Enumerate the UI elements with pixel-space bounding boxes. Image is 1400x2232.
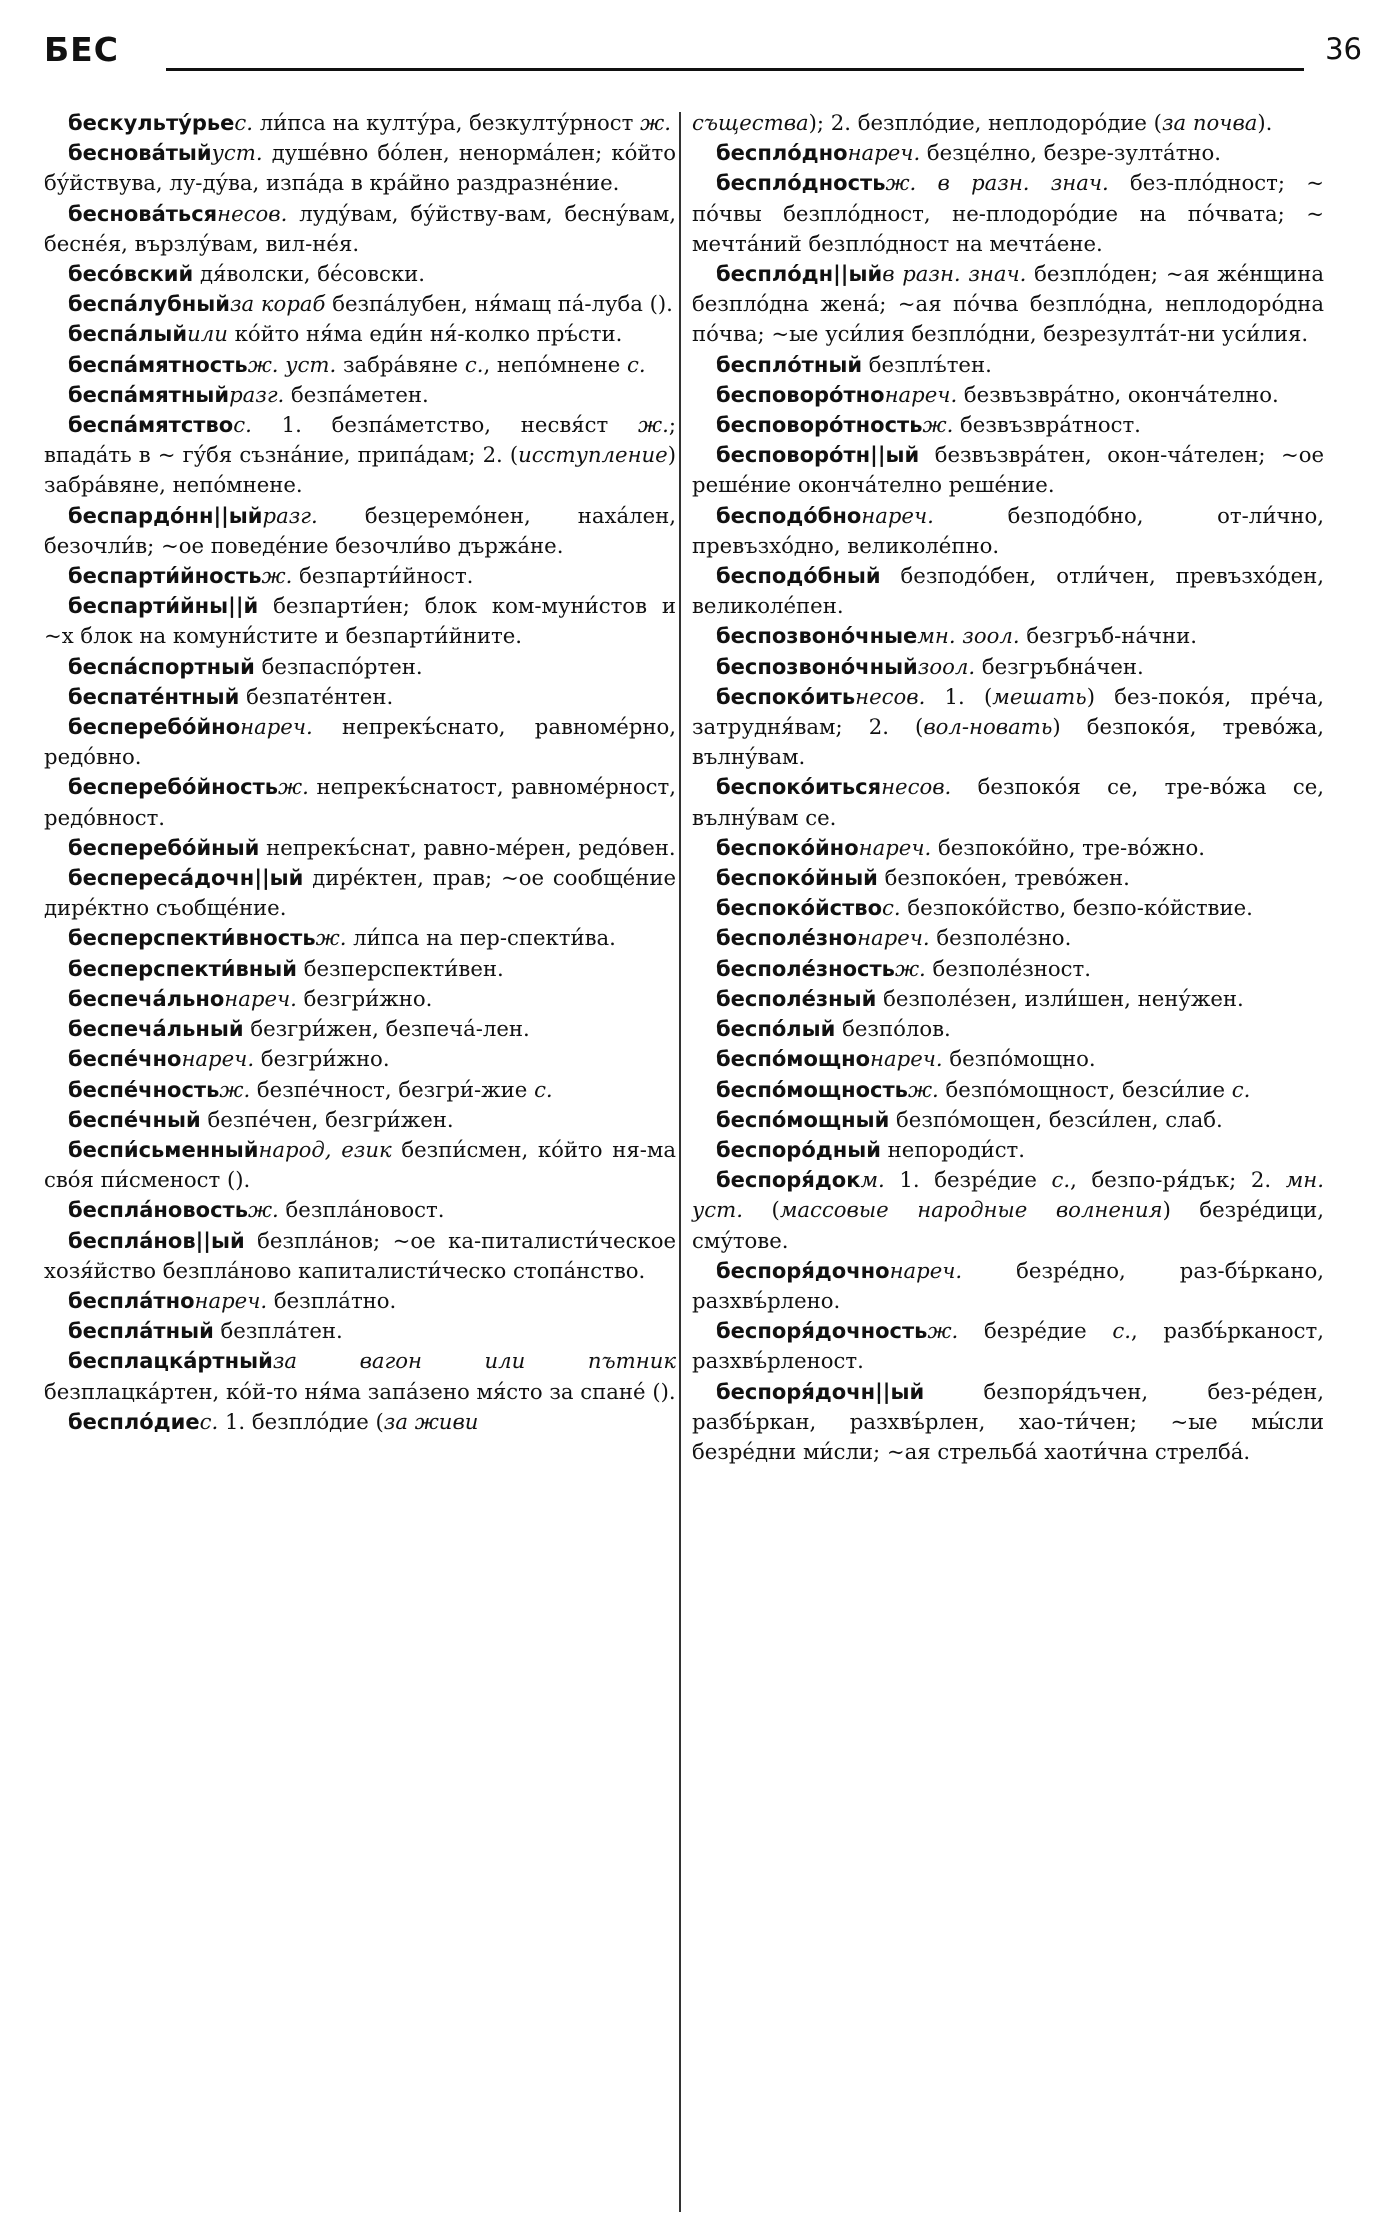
grammar-label: нареч.: [889, 1257, 963, 1283]
entry-text: , разбъ́рканост, разхвъ́рленост.: [692, 1318, 1324, 1374]
entry-headword: бесподо́бный: [716, 564, 881, 589]
grammar-label: м.: [860, 1167, 885, 1193]
entry-text: безпе́чен, безгри́жен.: [200, 1106, 454, 1132]
grammar-label: ж.: [927, 1318, 959, 1344]
entry-headword: бесновáтый: [68, 141, 212, 166]
grammar-label: нареч.: [224, 985, 297, 1011]
grammar-label: с.: [234, 110, 253, 135]
entry-text: безпатéнтен.: [239, 683, 394, 709]
grammar-label: за кораб: [229, 291, 326, 317]
entry-text: безцеремо́нен, нахáлен, безочли́в; ~ое поведе́ние безочли́во държáне.: [44, 502, 676, 558]
dictionary-entry: [44, 410, 676, 501]
entry-headword: бесперспекти́вный: [68, 956, 297, 981]
page-number: 36: [1325, 32, 1362, 66]
right-column: [692, 108, 1324, 1467]
entry-headword: бесперебо́йный: [68, 835, 260, 860]
entry-text: безплáнов; ~ое ка-питалисти́ческое хозя́йство безплáново капиталисти́ческо стопáнство.: [44, 1227, 676, 1283]
entry-text: безплáновост.: [278, 1197, 445, 1223]
entry-headword: беспло́дн||ый: [716, 262, 883, 287]
grammar-label: народ, език: [258, 1136, 392, 1162]
dictionary-entry: [44, 1014, 676, 1044]
entry-headword: беспарти́йны||й: [68, 594, 259, 619]
entry-text: ) безпоко́я, трево́жа, вълну́вам.: [692, 714, 1324, 770]
entry-text: луду́вам, бу́йству-вам, бесну́вам, беснéя, вързлу́вам, вил-не́я.: [44, 200, 676, 256]
dictionary-entry: [44, 984, 676, 1014]
grammar-label: нареч.: [858, 834, 932, 860]
entry-text: безгри́жно.: [296, 985, 433, 1011]
entry-headword: беспозвоно́чные: [716, 624, 918, 649]
grammar-label: нареч.: [884, 381, 958, 407]
entry-text: ; впадáть в ~ гу́бя съзнáние, припáдам; 2. (: [44, 412, 676, 468]
grammar-label: нареч.: [861, 502, 934, 528]
page-header: [44, 30, 1362, 78]
entry-text: непороди́ст.: [880, 1136, 1026, 1162]
grammar-label: с.: [1231, 1076, 1251, 1102]
dictionary-entry: [692, 410, 1324, 440]
entry-text: непрекъ́снат, равно-ме́рен, редо́вен.: [259, 834, 676, 860]
dictionary-entry: [44, 1407, 676, 1437]
entry-headword: беспло́дие: [68, 1409, 200, 1434]
dictionary-entry: [44, 199, 676, 259]
entry-text: ).: [660, 1378, 676, 1404]
dictionary-entry: [692, 682, 1324, 773]
entry-headword: беспе́чный: [68, 1107, 201, 1132]
grammar-label: с.: [199, 1408, 219, 1434]
entry-text: безпоко́йно, тре-во́жно.: [931, 834, 1205, 860]
grammar-label: ж.: [907, 1076, 939, 1102]
dictionary-entry: [44, 1316, 676, 1346]
entry-text: безгръб-нáчни.: [1019, 623, 1197, 649]
entry-headword: беспозвоно́чный: [716, 654, 918, 679]
grammar-label: исступление: [518, 442, 668, 468]
entry-text: безпоко́я се, тре-во́жа се, вълну́вам се.: [692, 774, 1324, 830]
dictionary-entry: [692, 1014, 1324, 1044]
grammar-label: ж.: [247, 1197, 279, 1223]
entry-text: дя́волски, бе́совски.: [193, 261, 426, 287]
entry-headword: беспарти́йность: [68, 564, 262, 589]
grammar-label: зоол.: [917, 653, 976, 679]
entry-headword: бесплáновость: [68, 1198, 248, 1223]
grammar-label: ж.: [922, 412, 954, 438]
dictionary-entry: [44, 138, 676, 198]
entry-headword: бесновáться: [68, 201, 218, 226]
dictionary-entry: [44, 319, 676, 349]
grammar-label: ж.: [219, 1076, 251, 1102]
dictionary-entry: [44, 1346, 676, 1406]
dictionary-entry: [44, 833, 676, 863]
entry-text: безвъзврáтно, окончáтелно.: [957, 381, 1279, 407]
entry-headword: беспáмятность: [68, 352, 248, 377]
grammar-label: вол-новать: [923, 714, 1053, 740]
dictionary-entry: [692, 259, 1324, 350]
entry-headword: бесплáтно: [68, 1288, 195, 1313]
entry-text: ).: [1257, 110, 1273, 135]
entry-text: 1. безре́дие: [884, 1167, 1052, 1193]
grammar-label: или: [187, 321, 228, 347]
grammar-label: ж.: [640, 110, 671, 135]
entry-text: безпо́мощен, безси́лен, слаб.: [889, 1106, 1223, 1132]
dictionary-entry: [44, 682, 676, 712]
grammar-label: за почва: [1161, 110, 1258, 135]
grammar-label: несов.: [217, 200, 288, 226]
entry-text: 1. (: [925, 683, 993, 709]
entry-text: душе́вно бо́лен, ненормáлен; ко́йто бу́йствува, лу-ду́ва, изпáда в крáйно раздразне́ние.: [44, 140, 676, 196]
dictionary-entry: [44, 591, 676, 651]
entry-headword: беспоко́ить: [716, 684, 856, 709]
entry-headword: беспáспортный: [68, 654, 255, 679]
grammar-label: ж. уст.: [247, 351, 337, 377]
entry-headword: беспоря́дочность: [716, 1319, 928, 1344]
entry-text: безпо́мощност, безси́лие: [938, 1076, 1232, 1102]
entry-headword: беспáмятный: [68, 382, 230, 407]
entry-headword: беспло́дность: [716, 171, 886, 196]
entry-headword: бесперспекти́вность: [68, 926, 316, 951]
grammar-label: нареч.: [870, 1046, 943, 1072]
dictionary-entry: [692, 984, 1324, 1014]
entry-text: безполе́зен, изли́шен, нену́жен.: [876, 985, 1244, 1011]
entry-headword: бесплáнов||ый: [68, 1228, 245, 1253]
entry-text: безгри́жен, безпечá-лен.: [243, 1016, 530, 1042]
dictionary-entry: [692, 1377, 1324, 1468]
running-headword: БЕС: [44, 30, 119, 69]
entry-text: безпáлубен, ня́мащ пá-луба (: [325, 291, 658, 317]
entry-headword: беспе́чно: [68, 1047, 182, 1072]
dictionary-entry: [692, 954, 1324, 984]
entry-text: , безпо-ря́дък; 2.: [1070, 1167, 1286, 1193]
entry-text: безвъзврáтен, окон-чáтелен; ~ое реше́ние окончáтелно реше́ние.: [692, 442, 1324, 498]
dictionary-entry: [692, 1135, 1324, 1165]
grammar-label: с.: [1051, 1167, 1071, 1193]
dictionary-entry: [692, 350, 1324, 380]
dictionary-entry: [44, 1044, 676, 1074]
entry-text: ли́пса на култу́ра, безкулту́рност: [252, 110, 641, 135]
entry-text: без-пло́дност; ~ по́чвы безпло́дност, не-плодоро́дие на по́чвата; ~ мечтáний безпло́дност на мечтáене.: [692, 170, 1324, 256]
entry-text: безгръбнáчен.: [975, 653, 1144, 679]
entry-headword: беспáлый: [68, 322, 188, 347]
entry-headword: беспло́тный: [716, 352, 863, 377]
entry-headword: беспи́сьменный: [68, 1137, 259, 1162]
grammar-label: за вагон или пътник: [272, 1348, 676, 1374]
grammar-label: с.: [534, 1076, 553, 1102]
dictionary-entry: [44, 289, 676, 319]
entry-text: безпи́смен, ко́йто ня-ма свóя пи́сменост (: [44, 1136, 676, 1193]
dictionary-entry: [692, 863, 1324, 893]
dictionary-entry: [44, 350, 676, 380]
grammar-label: мн. уст.: [692, 1167, 1324, 1223]
dictionary-entry: [44, 1195, 676, 1225]
dictionary-entry: [692, 501, 1324, 561]
dictionary-entry: [44, 380, 676, 410]
entry-text: безплъ́тен.: [862, 351, 992, 377]
grammar-label: ж.: [638, 412, 669, 438]
dictionary-entry: [44, 1105, 676, 1135]
entry-headword: бесповоро́тность: [716, 413, 923, 438]
entry-headword: бесплáтный: [68, 1319, 214, 1344]
entry-text: забрáвяне: [336, 351, 465, 377]
grammar-label: нареч.: [194, 1287, 268, 1313]
grammar-label: с.: [464, 351, 484, 377]
grammar-label: с.: [626, 351, 646, 377]
grammar-label: мн. зоол.: [917, 623, 1020, 649]
dictionary-entry: [692, 1256, 1324, 1316]
entry-text: безплáтно.: [267, 1287, 397, 1313]
grammar-label: същества: [692, 110, 809, 135]
entry-text: безпарти́ен; блок ком-муни́стов и ~х блок на комуни́стите и безпарти́йните.: [44, 593, 676, 649]
entry-text: безпоко́ен, трево́жен.: [877, 865, 1130, 891]
entry-headword: беспардо́нн||ый: [68, 503, 263, 528]
entry-headword: бесполе́зно: [716, 926, 858, 951]
entry-text: безперспекти́вен.: [296, 955, 504, 981]
entry-text: безподо́бно, от-ли́чно, превъзхо́дно, великоле́пно.: [692, 502, 1324, 558]
grammar-label: разг.: [262, 502, 318, 528]
dictionary-entry: [692, 652, 1324, 682]
dictionary-entry: [692, 893, 1324, 923]
entry-text: безпоко́йство, безпо-ко́йствие.: [900, 895, 1253, 921]
dictionary-entry: [44, 108, 676, 138]
dictionary-entry: [692, 380, 1324, 410]
entry-headword: бесподо́бно: [716, 503, 862, 528]
grammar-label: в разн. знач.: [882, 261, 1027, 287]
entry-text: безполе́зно.: [929, 925, 1072, 951]
entry-text: безре́дие: [958, 1318, 1113, 1344]
grammar-label: за живи: [383, 1408, 479, 1434]
grammar-label: несов.: [881, 774, 952, 800]
dictionary-entry: [692, 1316, 1324, 1376]
grammar-label: ж.: [894, 955, 926, 981]
entry-headword: беспересáдочн||ый: [68, 866, 304, 891]
grammar-label: с.: [882, 895, 901, 921]
dictionary-entry: [692, 1044, 1324, 1074]
entry-headword: беспоко́йно: [716, 835, 859, 860]
entry-headword: бесповоро́тн||ый: [716, 443, 920, 468]
entry-headword: беспáлубный: [68, 292, 230, 317]
entry-text: безплáтен.: [213, 1318, 343, 1344]
dictionary-entry: [44, 1226, 676, 1286]
grammar-label: уст.: [211, 140, 263, 166]
dictionary-entry: [692, 138, 1324, 168]
entry-headword: беспоро́дный: [716, 1137, 881, 1162]
dictionary-entry: [692, 1105, 1324, 1135]
entry-text: ).: [235, 1167, 251, 1193]
entry-text: непрекъ́снатост, равноме́рност, редо́вност.: [44, 774, 676, 830]
entry-text: (: [742, 1197, 780, 1223]
entry-text: безпо́лов.: [835, 1016, 951, 1042]
entry-headword: беспе́чность: [68, 1077, 220, 1102]
entry-text: ли́пса на пер-спекти́ва.: [346, 925, 616, 951]
entry-text: ) безре́дици, сму́тове.: [692, 1197, 1324, 1253]
entry-headword: беспатéнтный: [68, 684, 240, 709]
grammar-label: нареч.: [181, 1046, 255, 1072]
entry-headword: бесо́вский: [68, 262, 194, 287]
grammar-label: с.: [1112, 1318, 1131, 1344]
entry-text: безпло́ден; ~ая же́нщина безпло́дна женá; ~ая по́чва безпло́дна, неплодоро́дна по́чва; ~ые уси́лия безпло́дни, безрезултáт-ни уси́лия.: [692, 261, 1324, 347]
grammar-label: ж.: [278, 774, 309, 800]
grammar-label: с.: [233, 412, 252, 438]
grammar-label: несов.: [855, 683, 926, 709]
dictionary-entry: [692, 168, 1324, 259]
dictionary-entry: [692, 1165, 1324, 1256]
dictionary-entry: [692, 1075, 1324, 1105]
grammar-label: ж.: [315, 925, 347, 951]
entry-headword: беспоря́дочно: [716, 1258, 890, 1283]
entry-text: ко́йто ня́ма еди́н: [227, 321, 430, 347]
grammar-label: мешать: [992, 683, 1087, 709]
entry-text: безгри́жно.: [254, 1046, 390, 1072]
entry-text: безплацкáртен, ко́й-то ня́ма запáзено мя́сто за спанé (: [44, 1378, 661, 1404]
entry-text: безпáметен.: [284, 381, 429, 407]
dictionary-entry: [44, 772, 676, 832]
header-rule: [166, 68, 1304, 71]
entry-headword: бескульту́рье: [68, 111, 235, 135]
entry-text: ); 2. безпло́дие, неплодоро́дие (: [808, 110, 1162, 135]
entry-headword: беспло́дно: [716, 141, 848, 166]
entry-headword: бесполе́зность: [716, 956, 895, 981]
entry-headword: бесплацкáртный: [68, 1349, 273, 1374]
dictionary-entry: [44, 561, 676, 591]
entry-headword: беспоко́йный: [716, 866, 878, 891]
entry-headword: беспоря́док: [716, 1168, 861, 1193]
dictionary-entry: [692, 108, 1324, 138]
entry-text: безвъзврáтност.: [953, 412, 1141, 438]
dictionary-entry: [44, 712, 676, 772]
dictionary-entry: [692, 923, 1324, 953]
entry-headword: беспоря́дочн||ый: [716, 1379, 925, 1404]
entry-text: ня́-колко пръ́сти.: [429, 321, 623, 347]
entry-text: ) забрáвяне, непо́мнене.: [44, 442, 676, 498]
entry-text: ) без-поко́я, пре́ча, затрудня́вам; 2. (: [692, 683, 1324, 740]
entry-headword: бесповоро́тно: [716, 382, 885, 407]
dictionary-entry: [44, 1135, 676, 1195]
entry-headword: беспо́лый: [716, 1017, 836, 1042]
dictionary-entry: [44, 652, 676, 682]
entry-text: 1. безпло́дие (: [218, 1408, 384, 1434]
grammar-label: разг.: [229, 381, 285, 407]
dictionary-entry: [44, 501, 676, 561]
entry-headword: беспо́мощно: [716, 1047, 871, 1072]
dictionary-entry: [692, 440, 1324, 500]
column-divider: [679, 112, 681, 2212]
grammar-label: нареч.: [847, 140, 921, 166]
entry-text: безре́дно, раз-бъ́ркано, разхвъ́рлено.: [692, 1257, 1324, 1313]
entry-text: 1. безпáметство, несвя́ст: [251, 412, 639, 438]
dictionary-entry: [44, 1075, 676, 1105]
dictionary-entry: [692, 561, 1324, 621]
grammar-label: ж. в разн. знач.: [885, 170, 1109, 196]
dictionary-entry: [44, 1286, 676, 1316]
entry-headword: беспечáльно: [68, 986, 225, 1011]
entry-text: безпарти́йност.: [292, 563, 474, 589]
grammar-label: нареч.: [240, 714, 313, 740]
entry-text: безподо́бен, отли́чен, превъзхо́ден, великоле́пен.: [692, 563, 1324, 619]
entry-text: , непо́мнене: [483, 351, 627, 377]
entry-text: ).: [657, 291, 673, 317]
dictionary-entry: [44, 923, 676, 953]
entry-text: безполе́зност.: [925, 955, 1091, 981]
grammar-label: нареч.: [857, 925, 930, 951]
dictionary-entry: [692, 833, 1324, 863]
entry-headword: беспечáльный: [68, 1017, 244, 1042]
dictionary-entry: [44, 954, 676, 984]
entry-text: безпаспо́ртен.: [254, 653, 423, 679]
left-column: [44, 108, 676, 1437]
entry-text: безпоря́дъчен, без-ре́ден, разбъ́ркан, разхвъ́рлен, хао-ти́чен; ~ые мы́сли безре́дни ми́сли; ~ая стрельбá хаоти́чна стрелбá.: [692, 1378, 1324, 1464]
entry-headword: беспáмятство: [68, 413, 234, 438]
entry-text: непрекъ́снато, равноме́рно, редо́вно.: [44, 714, 676, 770]
entry-text: безцéлно, безре-зултáтно.: [920, 140, 1222, 166]
dictionary-entry: [692, 772, 1324, 832]
entry-text: безпе́чност, безгри́-жие: [250, 1076, 535, 1102]
dictionary-entry: [692, 621, 1324, 651]
entry-headword: беспо́мощность: [716, 1077, 908, 1102]
entry-headword: бесполе́зный: [716, 986, 877, 1011]
entry-text: дире́ктен, прав; ~ое сообще́ние дире́ктно съобще́ние.: [44, 865, 676, 921]
entry-headword: бесперебо́йность: [68, 775, 279, 800]
entry-headword: бесперебо́йно: [68, 715, 241, 740]
entry-headword: беспо́мощный: [716, 1107, 890, 1132]
grammar-label: массовые народные волнения: [779, 1197, 1163, 1223]
grammar-label: ж.: [261, 563, 293, 589]
entry-headword: беспоко́иться: [716, 775, 882, 800]
dictionary-entry: [44, 863, 676, 923]
entry-headword: беспоко́йство: [716, 896, 883, 921]
dictionary-entry: [44, 259, 676, 289]
entry-text: безпо́мощно.: [942, 1046, 1096, 1072]
